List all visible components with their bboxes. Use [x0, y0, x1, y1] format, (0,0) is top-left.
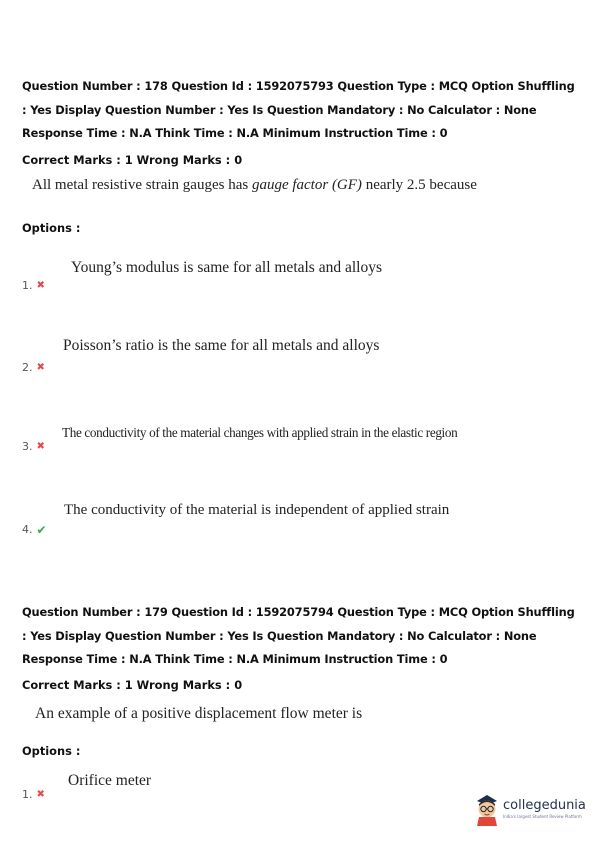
option-text: Orifice meter: [68, 772, 152, 789]
wrong-mark-icon: ✖: [36, 361, 45, 373]
option-text: Young’s modulus is same for all metals and alloys: [71, 259, 382, 276]
wrong-mark-icon: ✖: [36, 279, 45, 291]
option-number-label: 1.: [22, 788, 33, 801]
option-number-label: 2.: [22, 361, 33, 374]
logo-tagline: India's largest Student Review Platform: [503, 814, 582, 819]
correct-check-icon: ✔: [36, 522, 47, 537]
question-meta: Question Number : 179 Question Id : 1592075794 Question Type : MCQ Option Shuffling : Yes Display Question Number : Yes Is Question Mandatory : No Calculator : None Response Time : N.A Think Time : N.A Minimum Instruction Time : 0: [22, 605, 575, 666]
options-label: Options :: [22, 221, 81, 235]
option-text: The conductivity of the material changes with applied strain in the elastic region: [62, 425, 458, 440]
collegedunia-logo: [474, 792, 586, 826]
option-text: The conductivity of the material is independent of applied strain: [64, 502, 450, 518]
option-number: [22, 361, 45, 374]
wrong-mark-icon: ✖: [36, 440, 45, 452]
question-text-pre: All metal resistive strain gauges has: [32, 177, 252, 193]
question-text: [32, 177, 477, 194]
option-text: Poisson’s ratio is the same for all metals and alloys: [63, 337, 380, 354]
question-text-post: nearly 2.5 because: [361, 177, 477, 193]
question-marks: Correct Marks : 1 Wrong Marks : 0: [22, 153, 243, 167]
options-label: Options :: [22, 744, 81, 758]
option-number: [22, 279, 45, 292]
option-number-label: 1.: [22, 279, 33, 292]
option-number: [22, 788, 45, 801]
option-number: [22, 523, 47, 536]
option-number-label: 3.: [22, 440, 33, 453]
question-text-term: gauge factor (GF): [251, 177, 362, 193]
option-number: [22, 440, 45, 453]
question-marks: Correct Marks : 1 Wrong Marks : 0: [22, 678, 243, 692]
option-number-label: 4.: [22, 523, 33, 536]
mascot-icon: [474, 792, 500, 826]
logo-name: collegedunia: [503, 798, 586, 813]
question-meta: Question Number : 178 Question Id : 1592075793 Question Type : MCQ Option Shuffling : Yes Display Question Number : Yes Is Question Mandatory : No Calculator : None Response Time : N.A Think Time : N.A Minimum Instruction Time : 0: [22, 79, 575, 140]
question-text: An example of a positive displacement flow meter is: [35, 705, 363, 722]
wrong-mark-icon: ✖: [36, 788, 45, 800]
logo-wordmark: [503, 799, 586, 819]
